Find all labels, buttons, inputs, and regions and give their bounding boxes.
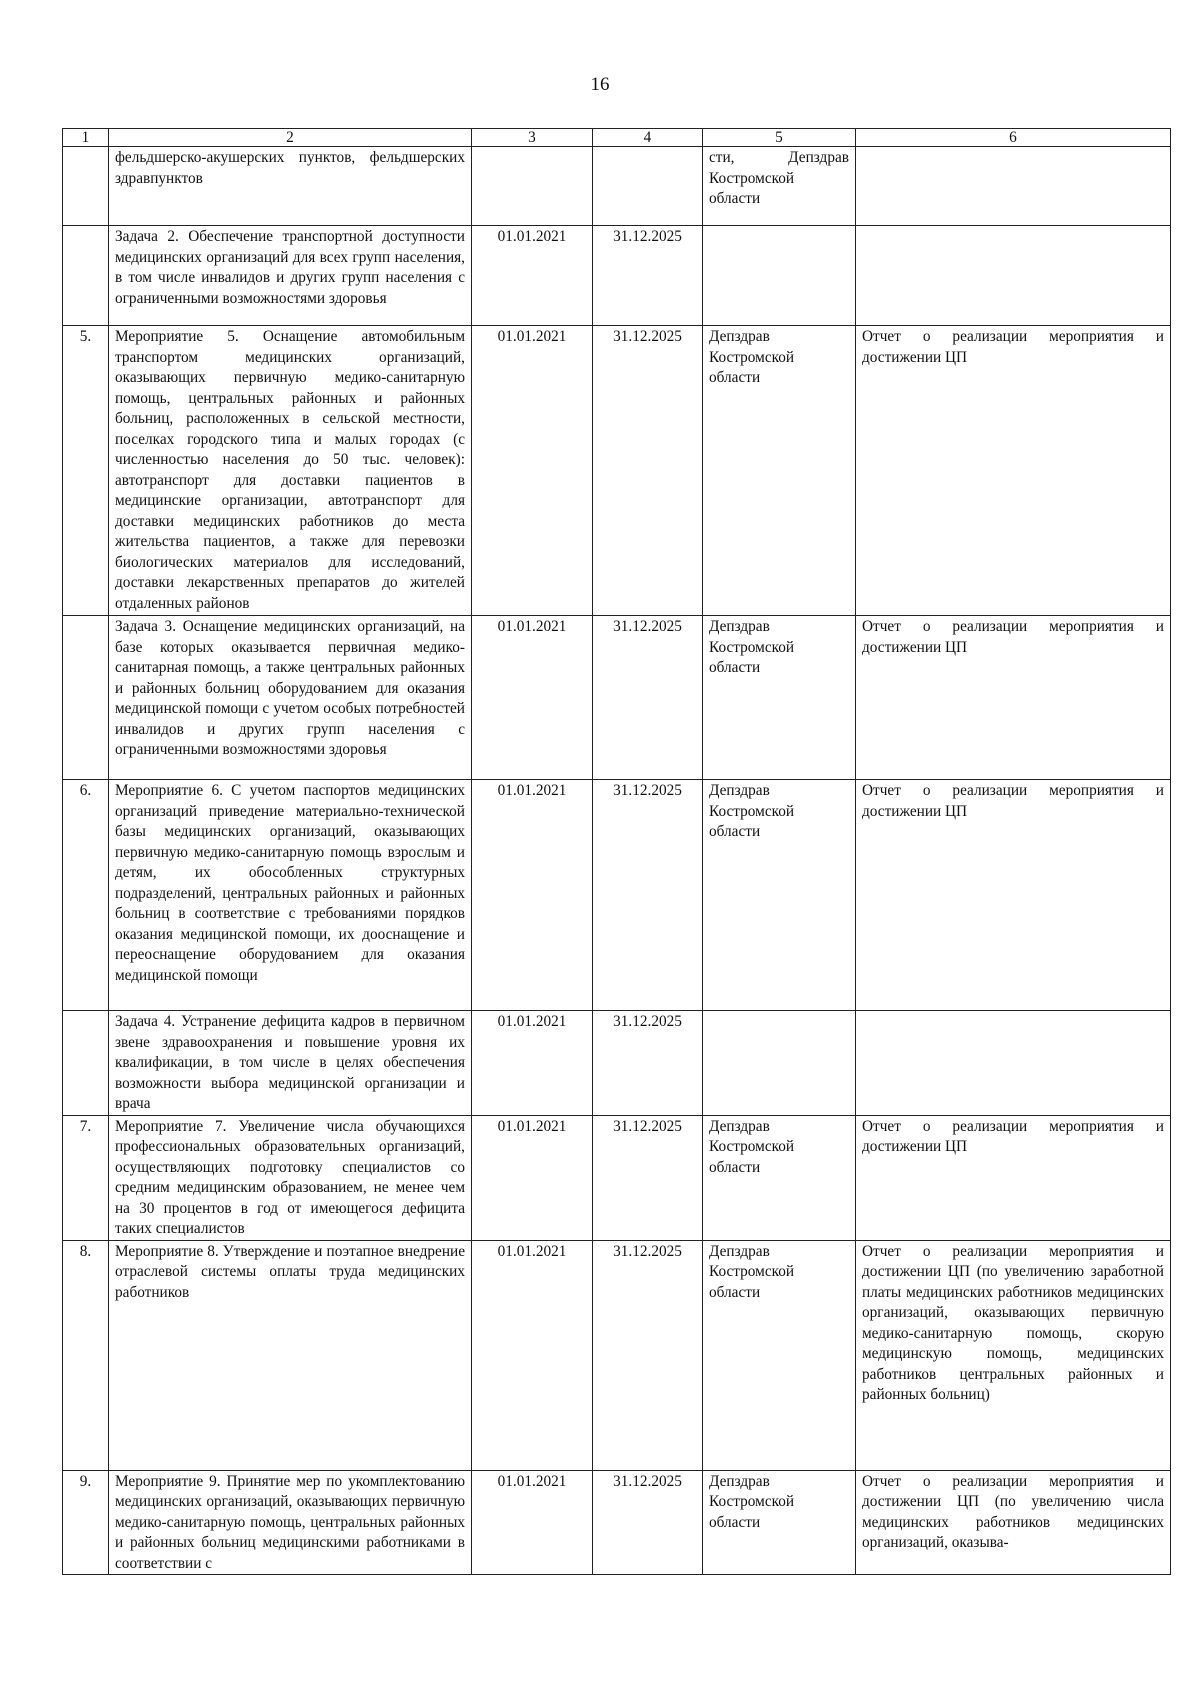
result-report: Отчет о реализации мероприятия и достижении ЦП (по увеличению числа медицинских работников медицинских организаций, оказыва-: [856, 1470, 1171, 1575]
executor: Депздрав Костромской области: [703, 1470, 856, 1575]
result-report: [856, 147, 1171, 226]
result-report: Отчет о реализации мероприятия и достижении ЦП (по увеличению заработной платы медицинских работников медицинских организаций, оказывающих первичную медико-санитарную помощь, скорую медицинскую помощь, медицинских работников центральных районных и районных больниц): [856, 1240, 1171, 1470]
table-row: [63, 326, 1171, 616]
activity-text: Мероприятие 7. Увеличение числа обучающихся профессиональных образовательных организаций, осуществляющих подготовку специалистов со средним медицинским образованием, не менее чем на 30 процентов в год от имеющегося дефицита таких специалистов: [109, 1115, 472, 1240]
table-row: [63, 147, 1171, 226]
start-date: 01.01.2021: [472, 616, 593, 780]
page-number: 16: [590, 74, 610, 95]
row-number: [63, 226, 109, 326]
activity-text: Мероприятие 9. Принятие мер по укомплектованию медицинских организаций, оказывающих первичную медико-санитарную помощь, центральных районных и районных больниц медицинскими работниками в соответствии с: [109, 1470, 472, 1575]
end-date: 31.12.2025: [593, 226, 703, 326]
start-date: 01.01.2021: [472, 326, 593, 616]
row-number: 6.: [63, 780, 109, 1011]
start-date: 01.01.2021: [472, 1470, 593, 1575]
row-number: 5.: [63, 326, 109, 616]
executor: сти, Депздрав Костромской области: [703, 147, 856, 226]
executor: Депздрав Костромской области: [703, 1115, 856, 1240]
row-number: 8.: [63, 1240, 109, 1470]
executor: [703, 226, 856, 326]
start-date: 01.01.2021: [472, 226, 593, 326]
end-date: 31.12.2025: [593, 1115, 703, 1240]
column-number-4: 4: [593, 129, 703, 147]
table-row: [63, 1011, 1171, 1116]
row-number: [63, 147, 109, 226]
table-row: [63, 1470, 1171, 1575]
executor: Депздрав Костромской области: [703, 1240, 856, 1470]
end-date: 31.12.2025: [593, 1470, 703, 1575]
activity-text: Мероприятие 6. С учетом паспортов медицинских организаций приведение материально-технической базы медицинских организаций, оказывающих первичную медико-санитарную помощь взрослым и детям, их обособленных структурных подразделений, центральных районных и районных больниц в соответствие с требованиями порядков оказания медицинской помощи, их дооснащение и переоснащение оборудованием для оказания медицинской помощи: [109, 780, 472, 1011]
executor: Депздрав Костромской области: [703, 326, 856, 616]
end-date: [593, 147, 703, 226]
activity-text: фельдшерско-акушерских пунктов, фельдшерских здравпунктов: [109, 147, 472, 226]
result-report: Отчет о реализации мероприятия и достижении ЦП: [856, 780, 1171, 1011]
column-number-5: 5: [703, 129, 856, 147]
result-report: [856, 226, 1171, 326]
end-date: 31.12.2025: [593, 1011, 703, 1116]
column-number-header-row: [63, 129, 1171, 147]
activity-text: Мероприятие 8. Утверждение и поэтапное внедрение отраслевой системы оплаты труда медицинских работников: [109, 1240, 472, 1470]
start-date: 01.01.2021: [472, 780, 593, 1011]
row-number: 9.: [63, 1470, 109, 1575]
executor: Депздрав Костромской области: [703, 780, 856, 1011]
row-number: [63, 1011, 109, 1116]
row-number: [63, 616, 109, 780]
task-text: Задача 4. Устранение дефицита кадров в первичном звене здравоохранения и повышение уровня их квалификации, в том числе в целях обеспечения возможности выбора медицинской организации и врача: [109, 1011, 472, 1116]
column-number-2: 2: [109, 129, 472, 147]
action-plan-table: [62, 128, 1171, 1575]
table-row: [63, 780, 1171, 1011]
start-date: 01.01.2021: [472, 1240, 593, 1470]
executor: Депздрав Костромской области: [703, 616, 856, 780]
end-date: 31.12.2025: [593, 1240, 703, 1470]
row-number: 7.: [63, 1115, 109, 1240]
column-number-3: 3: [472, 129, 593, 147]
start-date: 01.01.2021: [472, 1011, 593, 1116]
table-row: [63, 226, 1171, 326]
start-date: 01.01.2021: [472, 1115, 593, 1240]
result-report: Отчет о реализации мероприятия и достижении ЦП: [856, 1115, 1171, 1240]
activity-text: Мероприятие 5. Оснащение автомобильным транспортом медицинских организаций, оказывающих первичную медико-санитарную помощь, центральных районных и районных больниц, расположенных в сельской местности, поселках городского типа и малых городах (с численностью населения до 50 тыс. человек): автотранспорт для доставки пациентов в медицинские организации, автотранспорт для доставки медицинских работников до места жительства пациентов, а также для перевозки биологических материалов для исследований, доставки лекарственных препаратов до жителей отдаленных районов: [109, 326, 472, 616]
table-row: [63, 1240, 1171, 1470]
task-text: Задача 2. Обеспечение транспортной доступности медицинских организаций для всех групп населения, в том числе инвалидов и других групп населения с ограниченными возможностями здоровья: [109, 226, 472, 326]
end-date: 31.12.2025: [593, 326, 703, 616]
start-date: [472, 147, 593, 226]
executor: [703, 1011, 856, 1116]
end-date: 31.12.2025: [593, 780, 703, 1011]
result-report: [856, 1011, 1171, 1116]
table-row: [63, 616, 1171, 780]
column-number-1: 1: [63, 129, 109, 147]
result-report: Отчет о реализации мероприятия и достижении ЦП: [856, 616, 1171, 780]
table-row: [63, 1115, 1171, 1240]
column-number-6: 6: [856, 129, 1171, 147]
task-text: Задача 3. Оснащение медицинских организаций, на базе которых оказывается первичная медико-санитарная помощь, а также центральных районных и районных больниц оборудованием для оказания медицинской помощи с учетом особых потребностей инвалидов и других групп населения с ограниченными возможностями здоровья: [109, 616, 472, 780]
end-date: 31.12.2025: [593, 616, 703, 780]
result-report: Отчет о реализации мероприятия и достижении ЦП: [856, 326, 1171, 616]
